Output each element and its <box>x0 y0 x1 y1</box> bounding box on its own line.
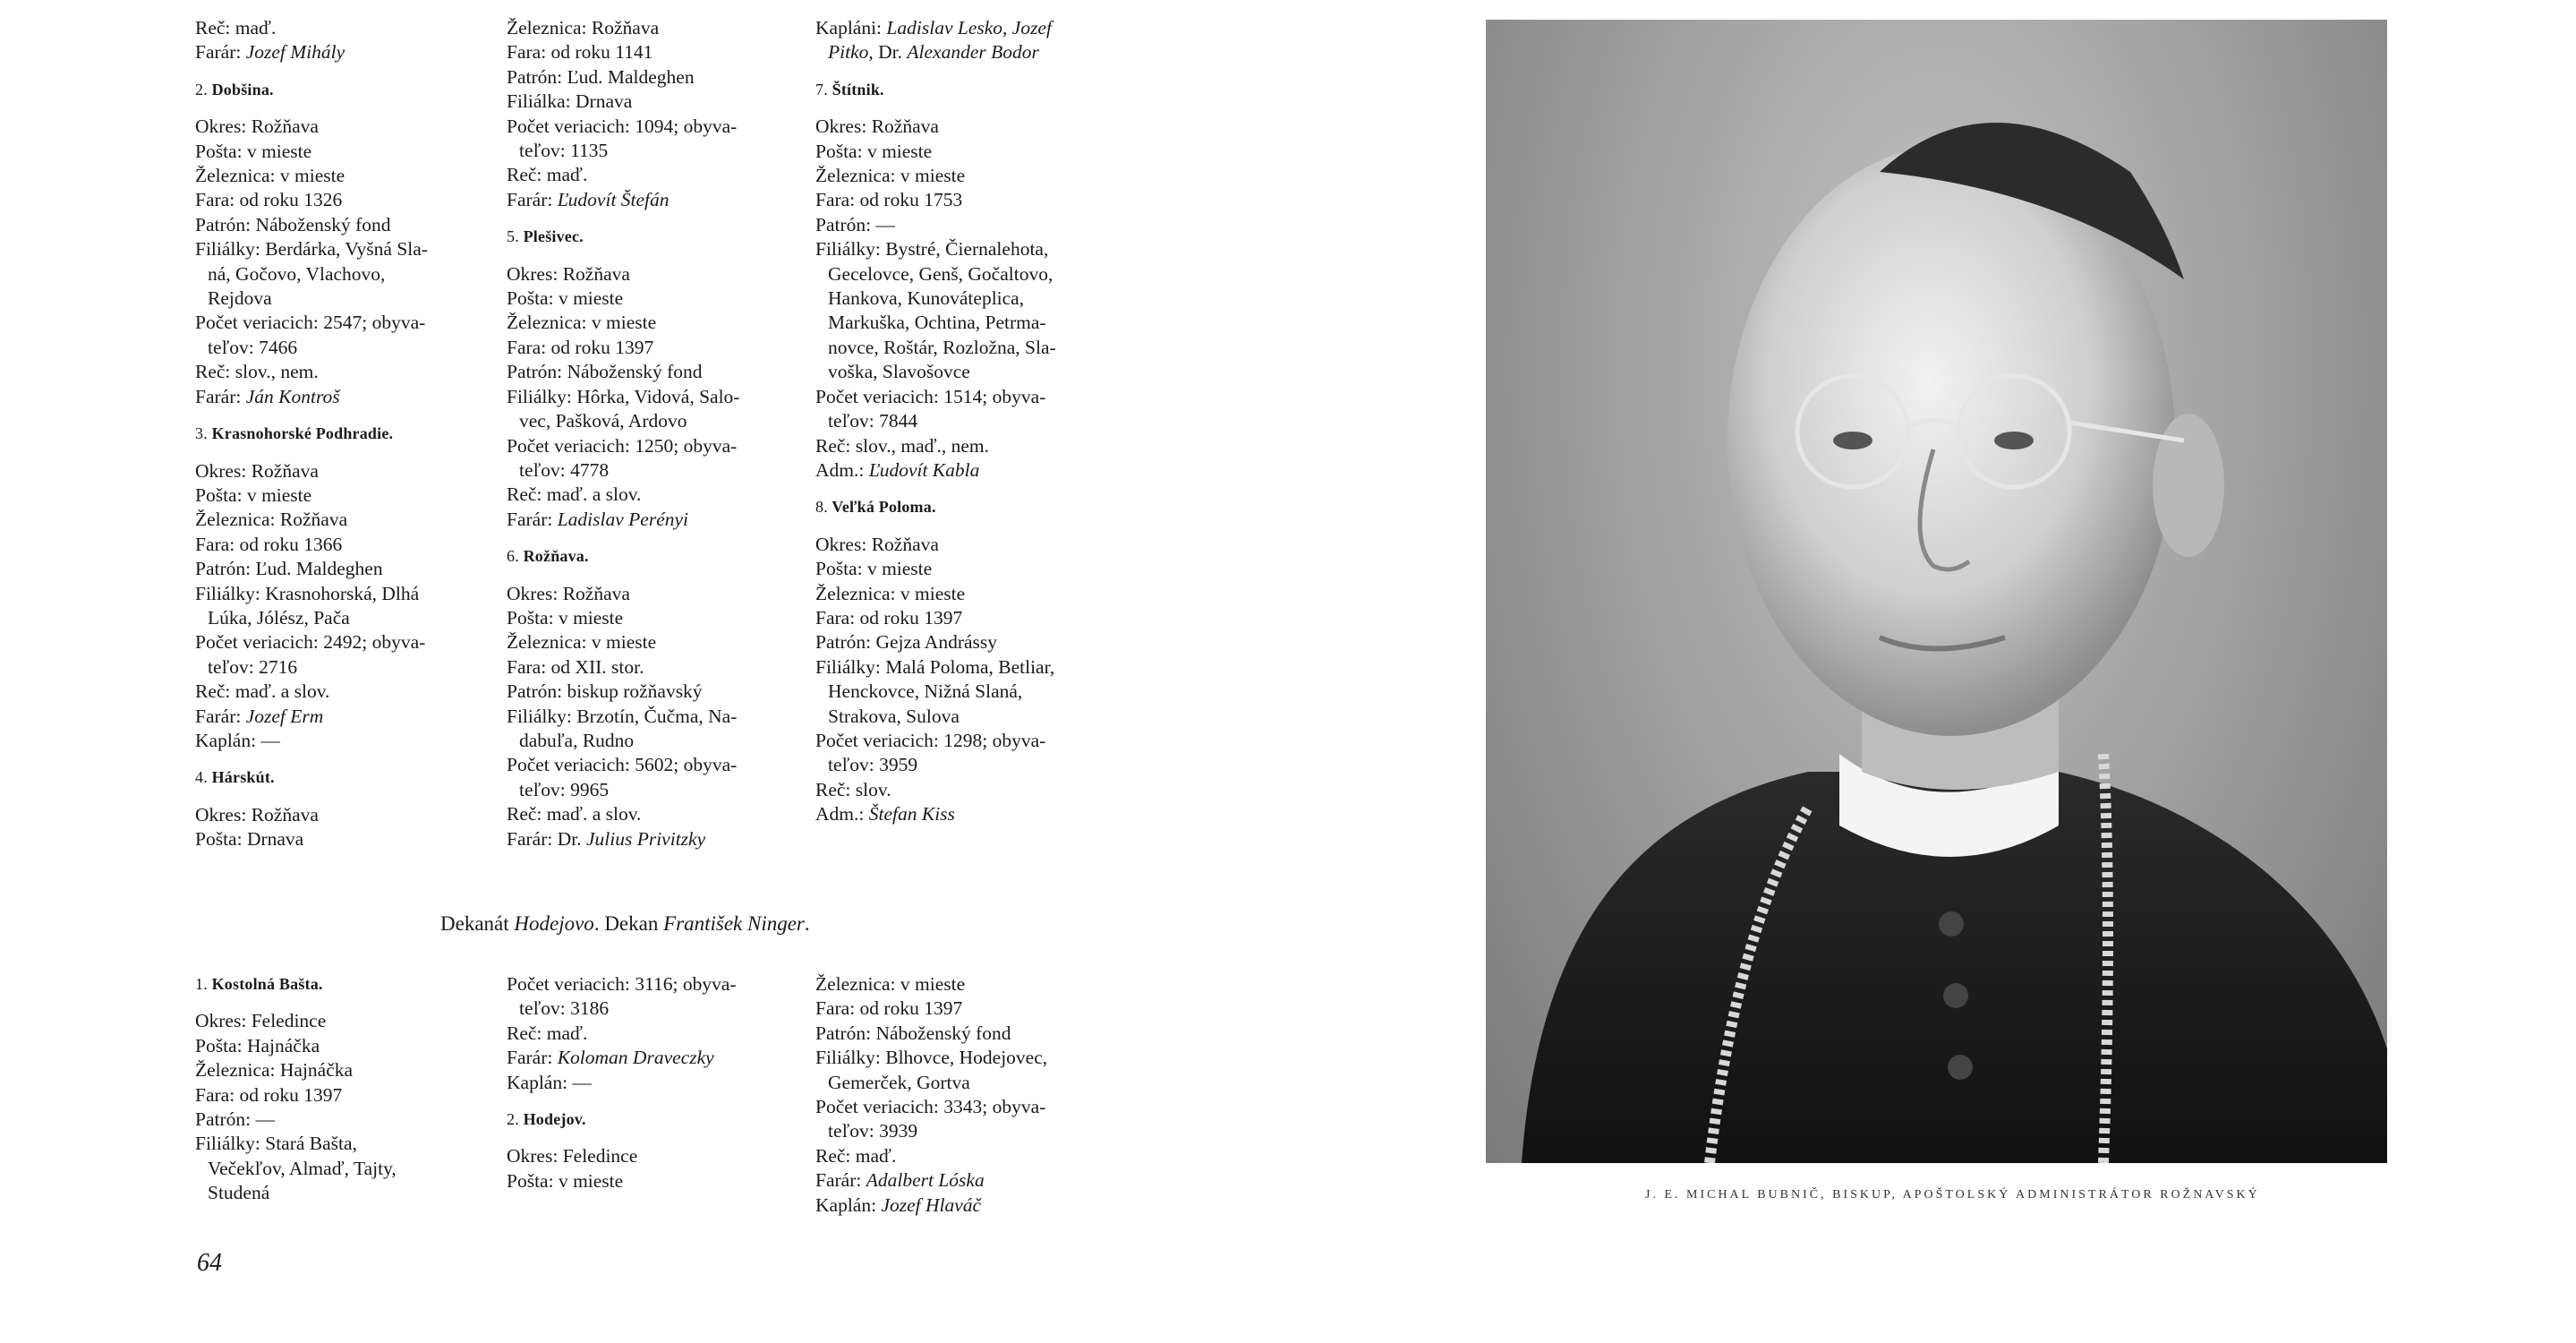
text-line: Počet veriacich: 3343; obyva- <box>815 1096 1046 1118</box>
text-line: Markuška, Ochtina, Petrma- <box>828 312 1046 334</box>
column-2-bottom <box>507 972 802 1193</box>
text-line: Filiálky: Blhovce, Hodejovec, <box>815 1047 1048 1069</box>
text-line: Filiálky: Bystré, Čiernalehota, <box>815 238 1049 261</box>
text-line: Fara: od roku 1397 <box>507 336 654 358</box>
text-line: Okres: Feledince <box>507 1145 638 1168</box>
text-line: Filiálky: Hôrka, Vidová, Salo- <box>507 385 740 407</box>
title: Dr. <box>878 41 908 64</box>
kaplan-name: Jozef Hlaváč <box>881 1193 982 1216</box>
adm-line <box>815 802 1111 826</box>
farar-line <box>507 1046 802 1070</box>
section-name: Kostolná Bašta. <box>211 975 323 993</box>
text-line: Pošta: v mieste <box>507 606 624 629</box>
text-line: Strakova, Sulova <box>828 705 960 727</box>
section-number: 2. <box>195 80 208 98</box>
text-line: Počet veriacich: 1298; obyva- <box>815 729 1046 751</box>
section-heading-harskut <box>195 766 490 790</box>
text-line: voška, Slavošovce <box>828 361 970 383</box>
section-name: Štítnik. <box>832 80 884 98</box>
eye-shape <box>1833 432 1872 449</box>
farar-name: Adalbert Lóska <box>866 1169 985 1192</box>
text-line: Patrón: Náboženský fond <box>195 213 391 235</box>
dekan-name: František Ninger <box>663 912 805 935</box>
text-line: Patrón: — <box>815 213 895 235</box>
eye-shape <box>1994 432 2034 449</box>
label: Adm.: <box>815 803 869 825</box>
portrait-illustration <box>1486 20 2387 1163</box>
section-number: 5. <box>507 227 519 246</box>
label: Farár: <box>507 1047 558 1069</box>
text-line: Hankova, Kunováteplica, <box>828 287 1025 310</box>
text-line: teľov: 3186 <box>519 997 610 1020</box>
text-line: Železnica: v mieste <box>815 582 966 604</box>
section-heading-dobsina <box>195 78 490 102</box>
section-heading-hodejov <box>507 1108 802 1132</box>
dekanat-suffix: . <box>804 912 810 935</box>
text-line: Fara: od roku 1397 <box>815 606 963 629</box>
text-line: Gecelovce, Genš, Gočaltovo, <box>828 262 1053 285</box>
text-line: teľov: 3959 <box>828 754 918 776</box>
text-line: Okres: Rožňava <box>195 115 319 138</box>
farar-name: Koloman Draveczky <box>557 1047 714 1069</box>
text-line: Reč: maď. <box>507 164 588 186</box>
text-line: Rejdova <box>208 287 272 310</box>
kaplani-line-cont <box>815 40 1111 64</box>
text-line: teľov: 9965 <box>519 778 610 800</box>
text-line: Patrón: Náboženský fond <box>507 361 703 383</box>
text-line: Železnica: Rožňava <box>507 17 660 38</box>
farar-name: Ladislav Perényi <box>557 508 689 530</box>
text-line: Fara: od roku 1366 <box>195 533 343 555</box>
text-line: Fara: od roku 1141 <box>507 41 653 64</box>
text-line: Železnica: v mieste <box>507 631 657 654</box>
text-line: teľov: 1135 <box>519 140 609 162</box>
text-line: Patrón: Ľud. Maldeghen <box>507 65 695 88</box>
text-line: Filiálky: Berdárka, Vyšná Sla- <box>195 238 428 261</box>
text-line: Reč: slov., nem. <box>195 361 319 383</box>
section-name: Hárskút. <box>211 768 275 787</box>
text-line: Fara: od roku 1397 <box>195 1083 343 1106</box>
button-shape <box>1939 911 1964 937</box>
farar-line <box>507 188 802 212</box>
label: Adm.: <box>815 458 869 481</box>
text-line: Filiálky: Brzotín, Čučma, Na- <box>507 705 738 727</box>
section-name: Dobšina. <box>211 80 274 98</box>
label: Farár: <box>195 705 246 727</box>
text-line: Okres: Rožňava <box>195 803 319 825</box>
adm-line <box>815 458 1111 483</box>
farar-name: Jozef Erm <box>245 705 324 727</box>
text-line: Patrón: Ľud. Maldeghen <box>195 558 383 580</box>
section-heading-plesivec <box>507 225 802 249</box>
text-line: Počet veriacich: 1250; obyva- <box>507 434 738 457</box>
section-heading-kostolna-basta <box>195 972 490 997</box>
text-line: Okres: Rožňava <box>195 459 319 482</box>
text-line: Pošta: v mieste <box>507 1169 624 1192</box>
text-line: teľov: 7844 <box>828 410 918 432</box>
text-line: Pošta: v mieste <box>195 140 312 162</box>
page-number: 64 <box>197 1249 222 1277</box>
text-line: Patrón: biskup rožňavský <box>507 680 703 703</box>
column-1-bottom <box>195 972 490 1206</box>
section-number: 8. <box>815 498 828 517</box>
kaplani-line <box>815 16 1111 40</box>
label: Farár: <box>195 41 246 64</box>
text-line: Fara: od XII. stor. <box>507 655 644 678</box>
text-line: Počet veriacich: 5602; obyva- <box>507 754 738 776</box>
farar-name: Julius Privitzky <box>585 827 706 850</box>
text-line: Pošta: v mieste <box>195 483 312 506</box>
label: Farár: <box>815 1169 866 1192</box>
text-line: Okres: Rožňava <box>507 582 630 604</box>
text-line: Filiálka: Drnava <box>507 90 633 113</box>
label: Kaplán: <box>815 1193 882 1216</box>
text-line: teľov: 4778 <box>519 458 610 481</box>
section-name: Krasnohorské Podhradie. <box>211 424 394 443</box>
column-3-top <box>815 16 1111 827</box>
column-1-top <box>195 16 490 852</box>
text-line: Fara: od roku 1753 <box>815 189 963 211</box>
dekanat-prefix: Dekanát <box>440 912 515 935</box>
section-heading-roznava <box>507 544 802 569</box>
text-line: Okres: Rožňava <box>815 115 939 138</box>
text-line: Okres: Rožňava <box>815 533 939 555</box>
text-line: teľov: 3939 <box>828 1120 918 1142</box>
farar-line <box>195 385 490 409</box>
text-line: Patrón: Gejza Andrássy <box>815 631 998 654</box>
dekanat-heading <box>440 912 810 936</box>
text-line: novce, Roštár, Rozložna, Sla- <box>828 336 1056 358</box>
text-line: Počet veriacich: 1514; obyva- <box>815 385 1046 407</box>
text-line: Filiálky: Krasnohorská, Dlhá <box>195 582 420 604</box>
text-line: Okres: Feledince <box>195 1010 327 1032</box>
dekanat-middle: . Dekan <box>593 912 664 935</box>
button-shape <box>1943 983 1968 1008</box>
kaplani-names: Pitko, <box>828 41 879 64</box>
text-line: Počet veriacich: 1094; obyva- <box>507 115 738 137</box>
text-line: Filiálky: Stará Bašta, <box>195 1133 357 1155</box>
farar-line <box>507 827 802 851</box>
label: Farár: <box>507 508 558 530</box>
text-line: Reč: maď. <box>507 1022 588 1044</box>
button-shape <box>1948 1055 1973 1080</box>
text-line: Železnica: Rožňava <box>195 509 348 531</box>
farar-line <box>507 508 802 532</box>
farar-name: Jozef Mihály <box>245 41 345 64</box>
text-line: Reč: maď. <box>815 1144 897 1167</box>
section-number: 7. <box>815 80 828 98</box>
kaplan-line <box>815 1193 1111 1218</box>
section-heading-velka-poloma <box>815 495 1111 519</box>
text-line: Henckovce, Nižná Slaná, <box>828 680 1023 703</box>
text-line: Filiálky: Malá Poloma, Betliar, <box>815 655 1055 678</box>
photo-caption: J. E. MICHAL BUBNIČ, BISKUP, APOŠTOLSKÝ ADMINISTRÁTOR ROŽNAVSKÝ <box>1645 1188 2260 1202</box>
farar-line <box>815 1168 1111 1193</box>
farar-name: Ján Kontroš <box>245 385 340 407</box>
text-line: Železnica: v mieste <box>507 312 657 334</box>
dekanat-place: Hodejovo <box>514 912 594 935</box>
text-line: Pošta: v mieste <box>507 287 624 310</box>
text-line: Studená <box>208 1182 270 1204</box>
kaplani-names: Ladislav Lesko, Jozef <box>886 17 1052 38</box>
section-name: Plešivec. <box>523 227 584 246</box>
label: Farár: <box>507 188 558 210</box>
section-number: 3. <box>195 424 208 443</box>
section-heading-stitnik <box>815 78 1111 102</box>
farar-name: Ľudovít Štefán <box>557 188 670 210</box>
section-name: Veľká Poloma. <box>832 498 936 517</box>
text-line: Počet veriacich: 3116; obyva- <box>507 973 737 995</box>
text-line: Počet veriacich: 2492; obyva- <box>195 631 426 654</box>
adm-name: Štefan Kiss <box>868 803 955 825</box>
label: Kapláni: <box>815 17 887 38</box>
kaplan-line: Kaplán: — <box>507 1071 592 1093</box>
text-line: Fara: od roku 1326 <box>195 189 343 211</box>
text-line: Gemerček, Gortva <box>828 1071 970 1093</box>
text-line: Reč: maď. a slov. <box>507 483 642 506</box>
label: Farár: Dr. <box>507 827 586 850</box>
farar-line <box>195 40 490 64</box>
section-heading-krasnohorske-podhradie <box>195 422 490 446</box>
text-line: Železnica: Hajnáčka <box>195 1059 354 1082</box>
text-line: Patrón: — <box>195 1108 275 1131</box>
text-line: Reč: maď. <box>195 17 277 38</box>
section-number: 1. <box>195 975 208 993</box>
text-line: Železnica: v mieste <box>815 973 966 995</box>
text-line: Lúka, Jólész, Pača <box>208 606 350 629</box>
text-line: Večekľov, Almaď, Tajty, <box>208 1157 397 1179</box>
text-line: ná, Gočovo, Vlachovo, <box>208 262 386 285</box>
text-line: Reč: maď. a slov. <box>507 803 642 825</box>
section-name: Hodejov. <box>523 1110 586 1129</box>
text-line: Reč: slov. <box>815 778 891 800</box>
text-line: Reč: maď. a slov. <box>195 680 330 703</box>
column-3-bottom <box>815 972 1111 1218</box>
text-line: Pošta: Drnava <box>195 828 304 851</box>
text-line: teľov: 2716 <box>208 655 298 678</box>
text-line: vec, Pašková, Ardovo <box>519 410 687 432</box>
text-line: Počet veriacich: 2547; obyva- <box>195 312 426 334</box>
text-line: teľov: 7466 <box>208 336 298 358</box>
text-line: Pošta: v mieste <box>815 140 933 162</box>
section-number: 4. <box>195 768 208 787</box>
portrait-photo <box>1486 20 2387 1163</box>
label: Farár: <box>195 385 246 407</box>
text-line: Reč: slov., maď., nem. <box>815 434 990 457</box>
text-line: Železnica: v mieste <box>815 165 966 187</box>
text-line: Pošta: Hajnáčka <box>195 1034 320 1056</box>
section-number: 2. <box>507 1110 519 1129</box>
farar-line <box>195 705 490 729</box>
section-name: Rožňava. <box>523 547 589 566</box>
text-line: Železnica: v mieste <box>195 165 345 187</box>
kaplani-names: Alexander Bodor <box>907 41 1039 64</box>
section-number: 6. <box>507 547 519 566</box>
text-line: Pošta: v mieste <box>815 558 933 580</box>
text-line: Okres: Rožňava <box>507 262 630 285</box>
text-line: dabuľa, Rudno <box>519 729 635 751</box>
text-line: Fara: od roku 1397 <box>815 997 963 1020</box>
column-2-top <box>507 16 802 851</box>
adm-name: Ľudovít Kabla <box>868 458 980 481</box>
text-line: Patrón: Náboženský fond <box>815 1022 1011 1044</box>
kaplan-line: Kaplán: — <box>195 729 280 751</box>
